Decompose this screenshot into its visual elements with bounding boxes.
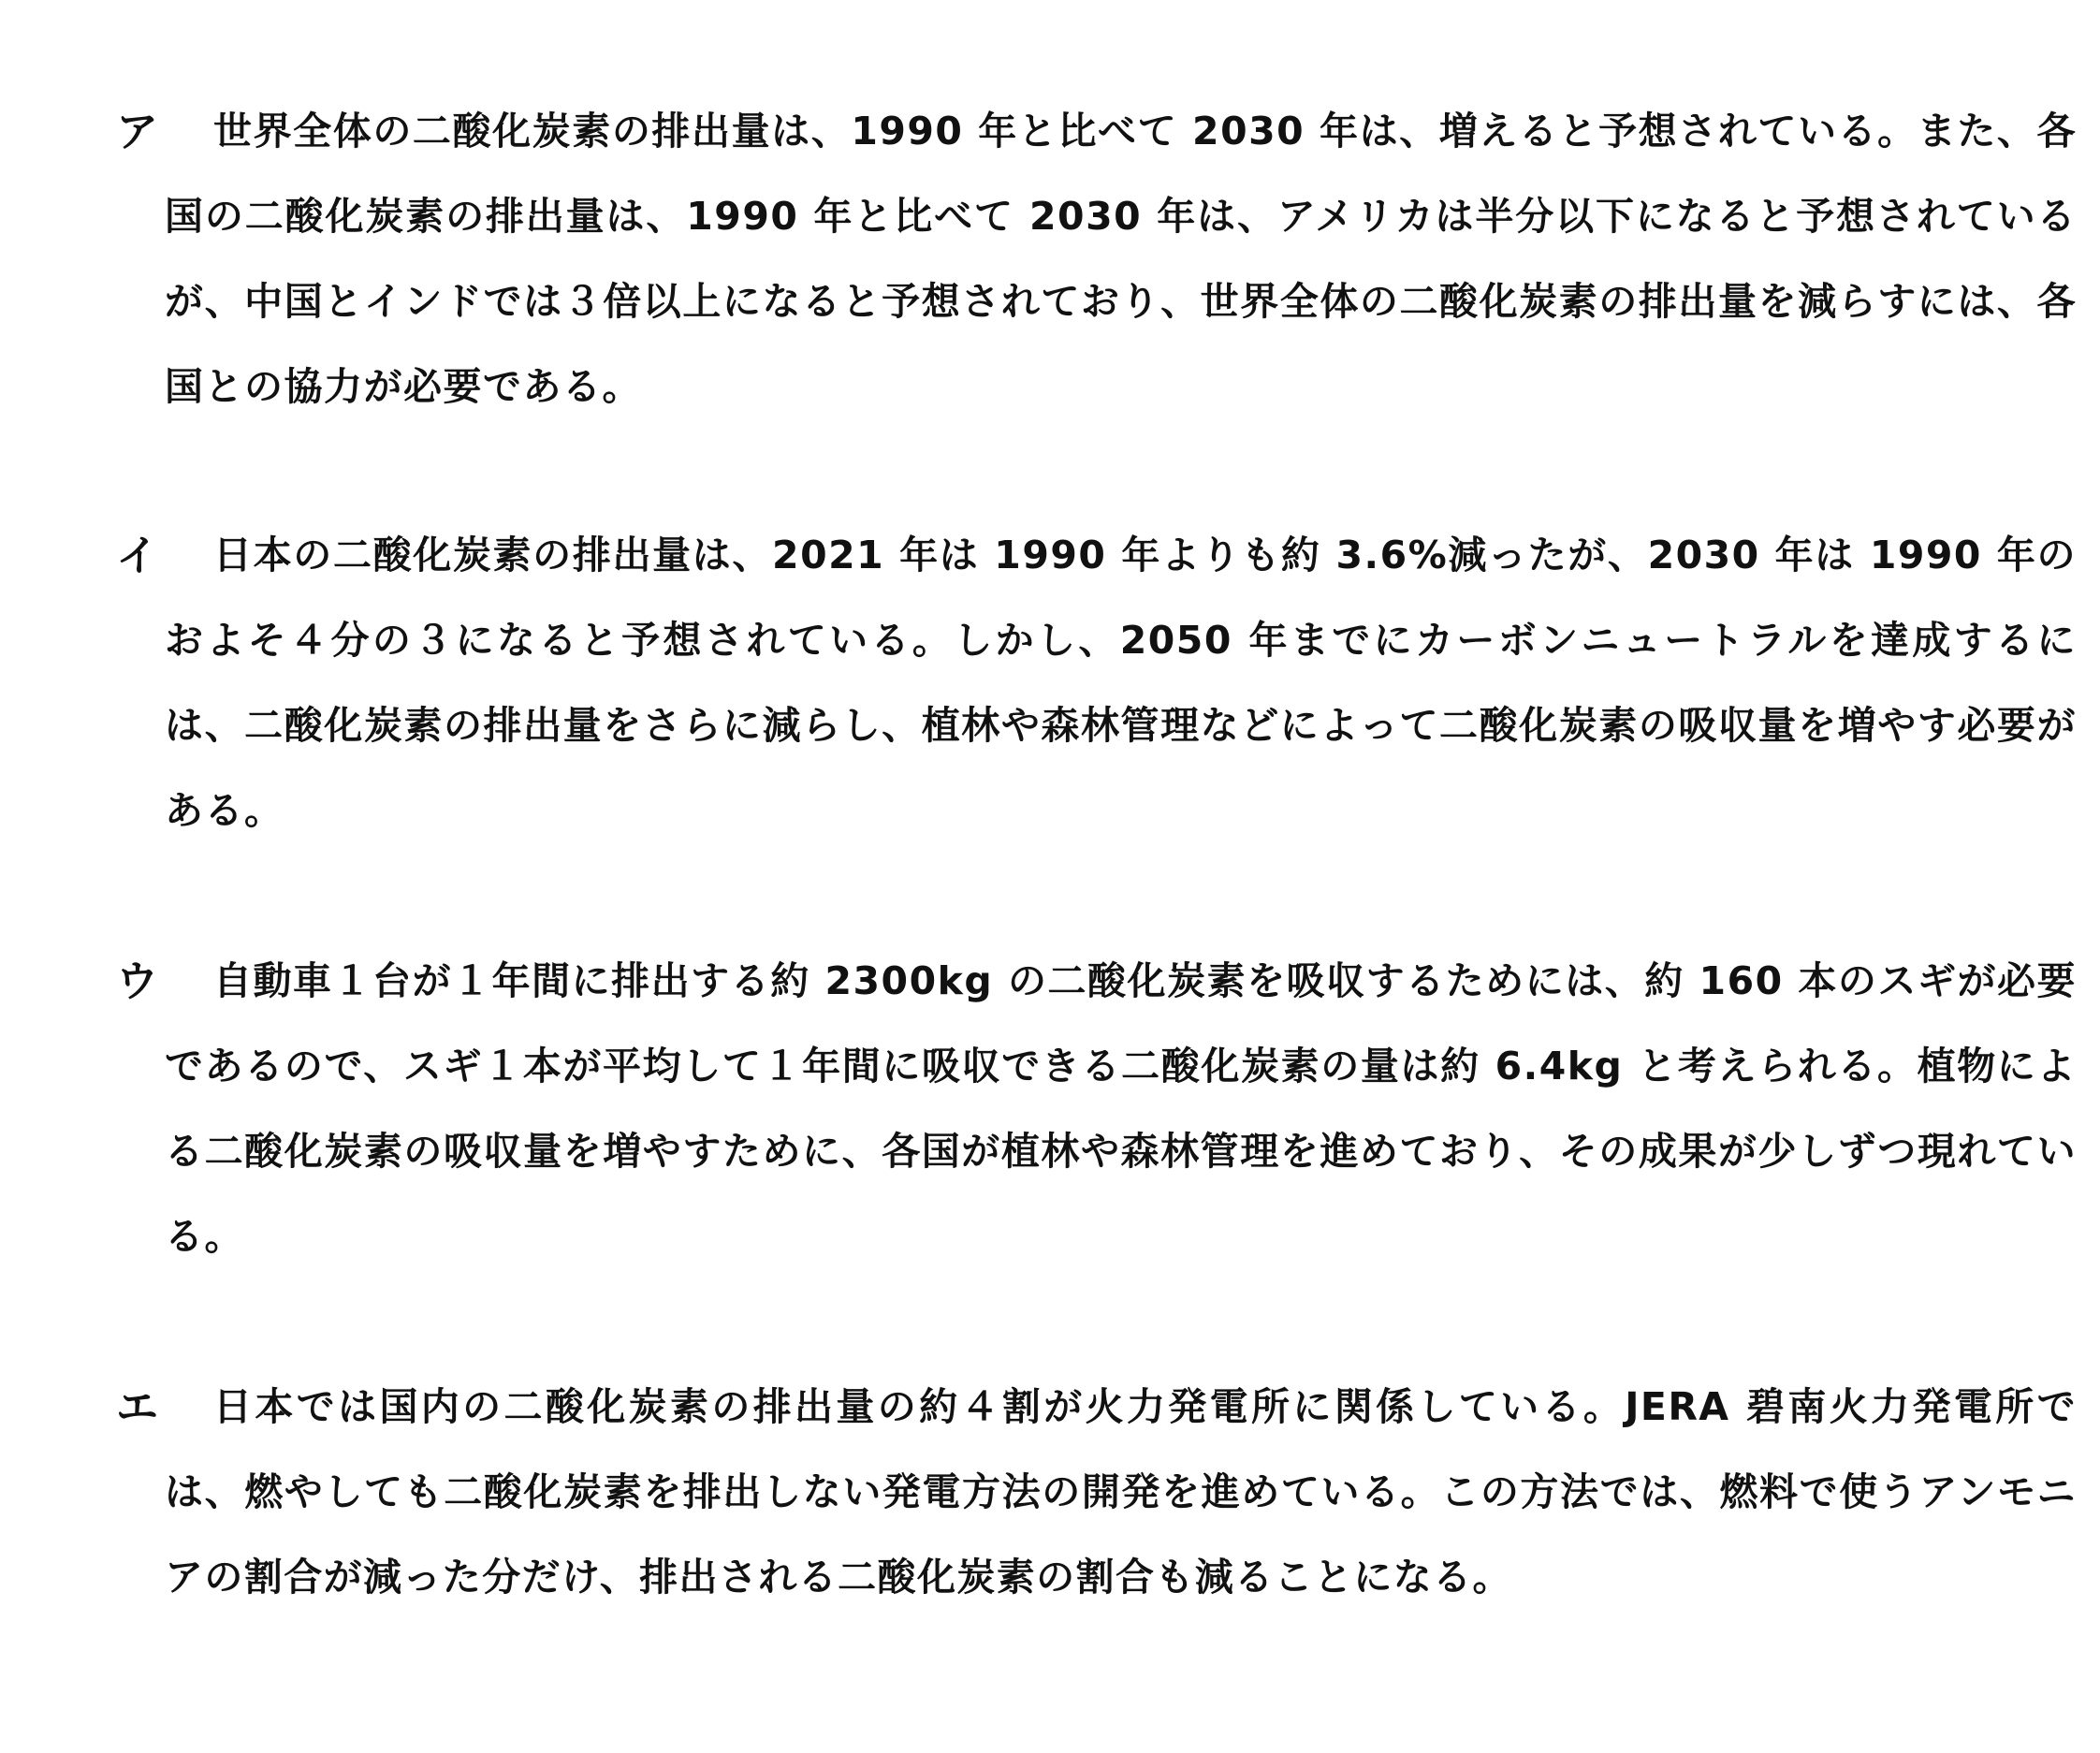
choice-text: 日本では国内の二酸化炭素の排出量の約４割が火力発電所に関係している。JERA 碧南火力発電所では、燃やしても二酸化炭素を排出しない発電方法の開発を進めている。この方法では、燃料で使うアンモニアの割合が減った分だけ、排出される二酸化炭素の割合も減ることになる。 bbox=[165, 1384, 2077, 1600]
choice-text: 自動車１台が１年間に排出する約 2300kg の二酸化炭素を吸収するためには、約 160 本のスギが必要であるので、スギ１本が平均して１年間に吸収できる二酸化炭素の量は約 6.4kg と考えられる。植物による二酸化炭素の吸収量を増やすために、各国が植林や森林管理を進めており、その成果が少しずつ現れている。 bbox=[165, 958, 2077, 1259]
answer-choice-i bbox=[116, 513, 2077, 854]
choice-text: 世界全体の二酸化炭素の排出量は、1990 年と比べて 2030 年は、増えると予想されている。また、各国の二酸化炭素の排出量は、1990 年と比べて 2030 年は、アメリカは半分以下になると予想されているが、中国とインドでは３倍以上になると予想されており、世界全体の二酸化炭素の排出量を減らすには、各国との協力が必要である。 bbox=[165, 109, 2077, 409]
answer-choice-e bbox=[116, 1365, 2077, 1620]
answer-choice-a bbox=[116, 89, 2077, 430]
choice-marker: エ bbox=[116, 1382, 159, 1432]
answer-choice-u bbox=[116, 939, 2077, 1279]
choice-marker: ウ bbox=[116, 957, 159, 1006]
choice-marker: イ bbox=[116, 531, 159, 580]
choice-text: 日本の二酸化炭素の排出量は、2021 年は 1990 年よりも約 3.6%減ったが、2030 年は 1990 年のおよそ４分の３になると予想されている。しかし、2050 年までにカーボンニュートラルを達成するには、二酸化炭素の排出量をさらに減らし、植林や森林管理などによって二酸化炭素の吸収量を増やす必要がある。 bbox=[165, 533, 2077, 833]
choice-marker: ア bbox=[116, 107, 159, 156]
